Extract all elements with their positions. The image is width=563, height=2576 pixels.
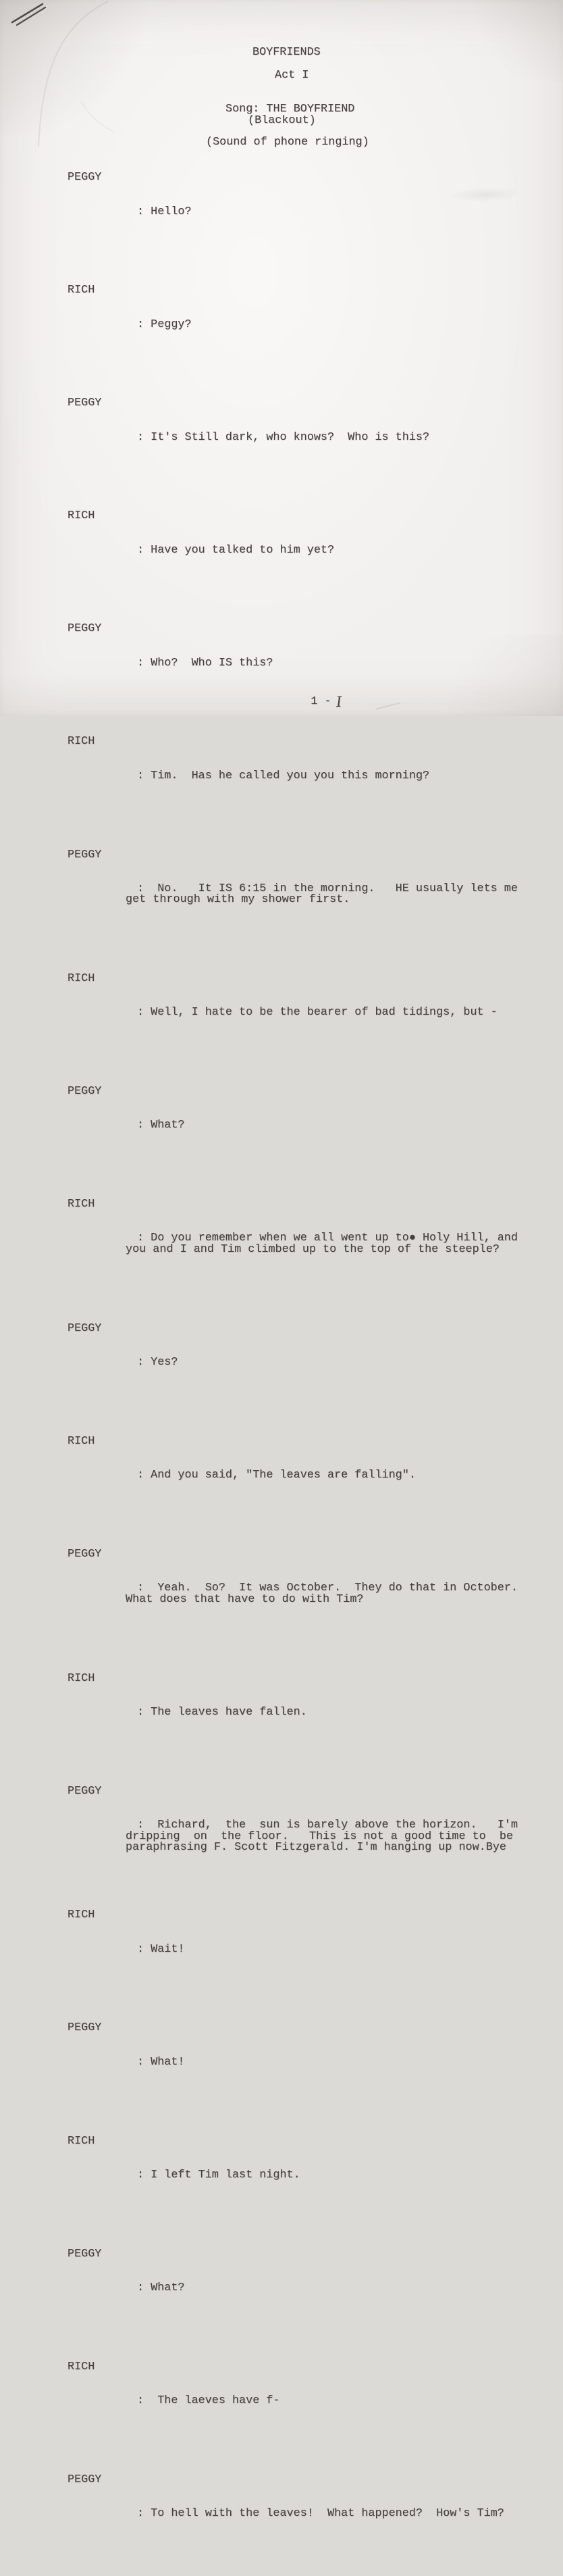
speaker-name: PEGGY xyxy=(68,1085,102,1098)
dialogue-row xyxy=(68,511,543,578)
dialogue-row xyxy=(68,1323,543,1391)
dialogue-row xyxy=(68,1673,543,1741)
speaker-name: PEGGY xyxy=(68,2021,102,2035)
sound-cue: (Sound of phone ringing) xyxy=(206,136,369,149)
dialogue-row xyxy=(68,2475,543,2542)
dialogue-text: : What! xyxy=(137,2055,185,2069)
speaker-name: PEGGY xyxy=(68,171,102,184)
dialogue-row xyxy=(68,736,543,804)
dialogue-text: : The laeves have f- xyxy=(137,2394,280,2407)
dialogue-text: : Do you remember when we all went up to● Holy Hill, and you and I and Tim climbed up to the top of the steeple? xyxy=(126,1232,518,1257)
speaker-name: RICH xyxy=(68,1671,95,1685)
page-number: 1 - xyxy=(311,694,331,708)
dialogue-row xyxy=(68,1199,543,1278)
page-title: BOYFRIENDS xyxy=(252,46,321,59)
speaker-name: PEGGY xyxy=(68,1321,102,1335)
corner-shade xyxy=(455,0,563,81)
dialogue-row xyxy=(68,1786,543,1877)
blackout-note: (Blackout) xyxy=(248,114,316,127)
speaker-name: RICH xyxy=(68,2360,95,2373)
speaker-name: RICH xyxy=(68,1198,95,1211)
dialogue-row xyxy=(68,2136,543,2204)
page-curl-crease xyxy=(81,101,115,132)
dialogue-text: : What? xyxy=(137,2281,185,2294)
dialogue-row xyxy=(68,285,543,353)
dialogue-row xyxy=(68,2023,543,2090)
dialogue-text: : What? xyxy=(137,1119,185,1132)
staple-mark-icon xyxy=(12,4,43,22)
dialogue-text: : Who? Who IS this? xyxy=(137,656,273,670)
dialogue-text: : Tim. Has he called you you this morning? xyxy=(137,769,430,782)
speaker-name: PEGGY xyxy=(68,1548,102,1561)
dialogue-text: : Yeah. So? It was October. They do that in October. What does that have to do with Tim? xyxy=(126,1582,518,1606)
dialogue-row xyxy=(68,2362,543,2429)
dialogue-text: : Peggy? xyxy=(137,318,192,331)
dialogue-text: : To hell with the leaves! What happened? How's Tim? xyxy=(137,2506,504,2520)
dialogue-row xyxy=(68,2249,543,2317)
dialogue-row xyxy=(68,1086,543,1154)
dialogue-row xyxy=(68,172,543,240)
speaker-name: RICH xyxy=(68,1909,95,1922)
song-heading: Song: THE BOYFRIEND xyxy=(225,103,355,116)
speaker-name: RICH xyxy=(68,972,95,986)
dialogue-text: : Hello? xyxy=(137,205,192,218)
page-curl-crease xyxy=(38,1,108,147)
dialogue-text: : No. It IS 6:15 in the morning. HE usually lets me get through with my shower first. xyxy=(126,882,518,907)
speaker-name: RICH xyxy=(68,2134,95,2148)
speaker-name: PEGGY xyxy=(68,622,102,636)
act-numeral: I xyxy=(335,693,342,711)
dialogue-text: : Well, I hate to be the bearer of bad tidings, but - xyxy=(137,1006,498,1019)
speaker-name: RICH xyxy=(68,284,95,297)
page-curl-and-staple xyxy=(0,0,155,155)
dialogue-text: : It's Still dark, who knows? Who is this? xyxy=(137,430,430,444)
dialogue-row xyxy=(68,398,543,465)
speaker-name: PEGGY xyxy=(68,2473,102,2486)
dialogue-text: : Yes? xyxy=(137,1356,178,1369)
dialogue-text: : Richard, the sun is barely above the horizon. I'm dripping on the floor. This is not a good time to be paraphrasing F. Scott Fitzgerald. I'm hanging up now.Bye xyxy=(126,1818,518,1854)
dialogue-row xyxy=(68,850,543,929)
dialogue-list xyxy=(68,150,543,2576)
speaker-name: RICH xyxy=(68,735,95,749)
page-footer xyxy=(284,685,342,720)
speaker-name: PEGGY xyxy=(68,848,102,861)
speaker-name: PEGGY xyxy=(68,2247,102,2261)
speaker-name: RICH xyxy=(68,509,95,523)
dialogue-row xyxy=(68,1436,543,1504)
act-heading: Act I xyxy=(275,69,309,82)
speaker-name: PEGGY xyxy=(68,1784,102,1798)
dialogue-text: : Have you talked to him yet? xyxy=(137,543,335,557)
dialogue-row xyxy=(68,1549,543,1628)
dialogue-row xyxy=(68,974,543,1041)
speaker-name: PEGGY xyxy=(68,397,102,410)
dialogue-text: : Wait! xyxy=(137,1942,185,1956)
dialogue-text: : And you said, "The leaves are falling". xyxy=(137,1469,416,1482)
dialogue-row xyxy=(68,624,543,691)
dialogue-text: : The leaves have fallen. xyxy=(137,1705,307,1719)
dialogue-row xyxy=(68,1910,543,1977)
dialogue-text: : I left Tim last night. xyxy=(137,2168,300,2181)
speaker-name: RICH xyxy=(68,1434,95,1448)
